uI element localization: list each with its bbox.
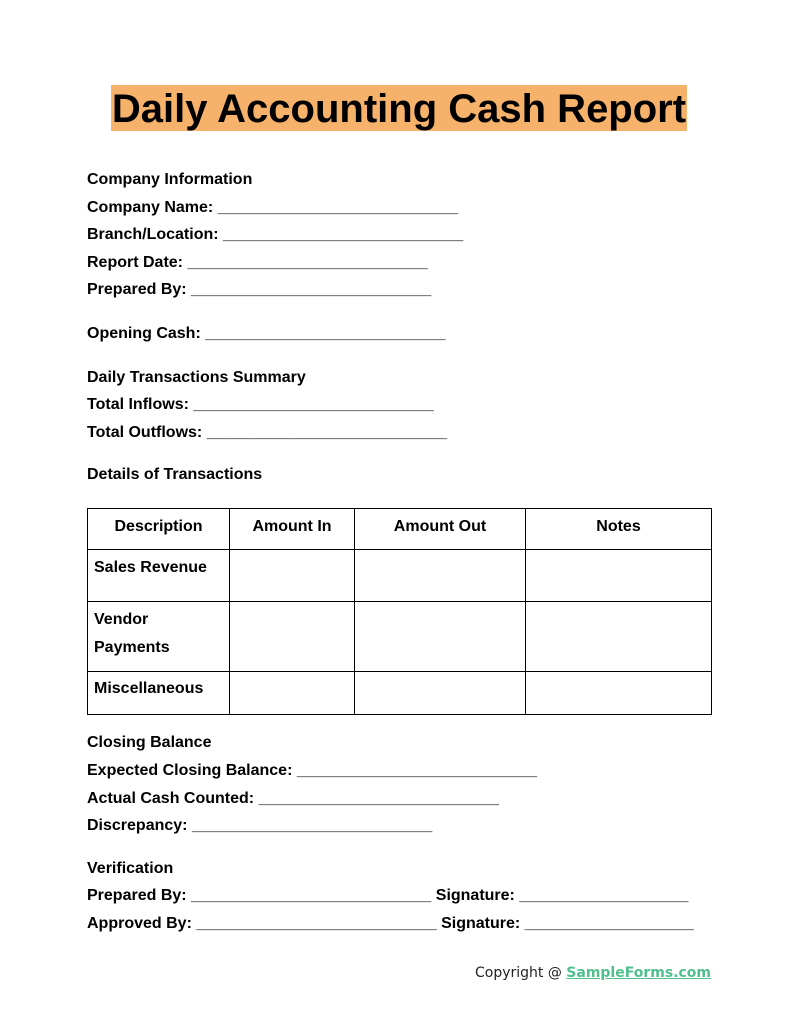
copyright-footer [475, 965, 711, 981]
label: Opening Cash: [87, 325, 201, 342]
signature-label: Signature: [441, 915, 521, 932]
amount-in-cell[interactable] [230, 672, 355, 715]
blank-line[interactable]: ___________________________ [193, 396, 434, 413]
verification-heading: Verification [87, 860, 174, 877]
opening-cash-field[interactable] [87, 324, 446, 344]
blank-line[interactable]: ___________________________ [191, 817, 433, 834]
label: Actual Cash Counted: [87, 790, 255, 807]
sampleforms-link[interactable]: SampleForms.com [566, 965, 711, 981]
label: Branch/Location: [87, 226, 219, 243]
company-name-field[interactable] [87, 198, 458, 218]
company-heading: Company Information [87, 171, 253, 188]
label: Prepared By: [87, 281, 187, 298]
amount-out-cell[interactable] [355, 550, 526, 602]
page-title: Daily Accounting Cash Report [111, 87, 687, 131]
total-inflows-field[interactable] [87, 395, 434, 415]
copyright-text: Copyright @ [474, 965, 567, 981]
blank-line[interactable]: ___________________________ [296, 762, 538, 779]
label: Company Name: [87, 199, 214, 216]
summary-heading: Daily Transactions Summary [87, 369, 306, 386]
label: Total Inflows: [87, 396, 189, 413]
blank-line[interactable]: ___________________________ [187, 254, 428, 271]
header-amount-in: Amount In [230, 509, 355, 550]
signature-line[interactable]: ___________________ [519, 887, 689, 904]
label: Report Date: [87, 254, 184, 271]
blank-line[interactable]: ___________________________ [258, 790, 499, 807]
report-date-field[interactable] [87, 253, 428, 273]
closing-heading: Closing Balance [87, 734, 212, 751]
row-description: Miscellaneous [88, 672, 230, 715]
label: Total Outflows: [87, 424, 203, 441]
row-description: Sales Revenue [88, 550, 230, 602]
amount-in-cell[interactable] [230, 550, 355, 602]
blank-line[interactable]: ___________________________ [206, 424, 447, 441]
row-description: Vendor Payments [88, 602, 230, 672]
verification-prepared-field[interactable] [87, 886, 688, 906]
label: Prepared By: [87, 887, 187, 904]
blank-line[interactable]: ___________________________ [191, 281, 432, 298]
blank-line[interactable]: ___________________________ [191, 887, 432, 904]
amount-out-cell[interactable] [355, 602, 526, 672]
table-header-row [88, 509, 712, 550]
signature-line[interactable]: ___________________ [524, 915, 694, 932]
discrepancy-field[interactable] [87, 816, 432, 836]
header-description: Description [88, 509, 230, 550]
blank-line[interactable]: ___________________________ [196, 915, 437, 932]
header-notes: Notes [526, 509, 712, 550]
label: Discrepancy: [87, 817, 188, 834]
total-outflows-field[interactable] [87, 423, 447, 443]
blank-line[interactable]: ___________________________ [205, 325, 446, 342]
branch-field[interactable] [87, 225, 463, 245]
details-heading: Details of Transactions [87, 466, 263, 483]
table-row [88, 550, 712, 602]
actual-cash-field[interactable] [87, 789, 499, 809]
label: Expected Closing Balance: [87, 762, 293, 779]
label: Approved By: [87, 915, 192, 932]
verification-approved-field[interactable] [87, 914, 694, 934]
transactions-table [87, 508, 712, 715]
expected-closing-field[interactable] [87, 761, 537, 781]
table-row [88, 672, 712, 715]
notes-cell[interactable] [526, 602, 712, 672]
header-amount-out: Amount Out [355, 509, 526, 550]
amount-out-cell[interactable] [355, 672, 526, 715]
notes-cell[interactable] [526, 550, 712, 602]
blank-line[interactable]: ___________________________ [217, 199, 458, 216]
notes-cell[interactable] [526, 672, 712, 715]
prepared-by-field[interactable] [87, 280, 431, 300]
table-row [88, 602, 712, 672]
blank-line[interactable]: ___________________________ [223, 226, 464, 243]
signature-label: Signature: [435, 887, 515, 904]
amount-in-cell[interactable] [230, 602, 355, 672]
